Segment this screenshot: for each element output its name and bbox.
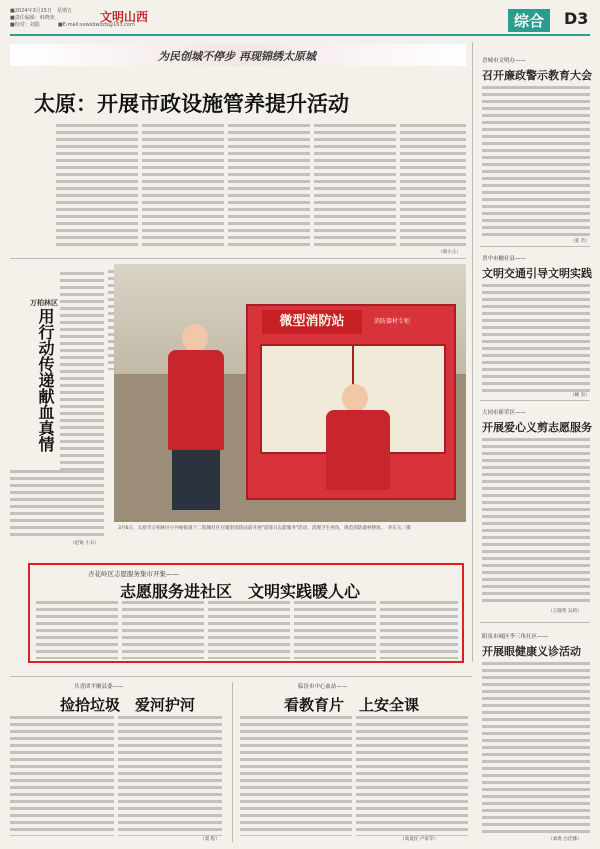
bottom-1-title: 捡拾垃圾 爱河护河 <box>60 696 196 714</box>
right-4-kicker: 阳泉市城区李三角社区—— <box>482 634 549 640</box>
feature-article <box>28 563 464 663</box>
right-1-kicker: 晋城市文明办—— <box>482 58 527 64</box>
section-divider <box>10 258 466 259</box>
right-divider-3 <box>480 622 590 623</box>
feature-col-1 <box>36 601 118 659</box>
bottom-2-byline: （高爱民 卢家苹） <box>400 837 439 842</box>
contact-email: ■E-mail:sxwsbwzzb@163.com <box>58 22 135 28</box>
bottom-divider <box>10 676 472 677</box>
right-col-rule <box>472 42 473 662</box>
bottom-1-col-1 <box>10 716 114 836</box>
right-1-body <box>482 86 590 236</box>
volunteer-1 <box>168 350 224 450</box>
lead-col-3 <box>228 124 310 250</box>
right-divider-1 <box>480 246 590 247</box>
wanbailin-text-2 <box>10 470 104 536</box>
issue-date: ■2024年3月15日 星期五 <box>10 8 72 14</box>
lead-col-2 <box>142 124 224 250</box>
right-3-byline: （王晓英 吴莉） <box>548 609 582 614</box>
right-2-kicker: 晋中市榆社县—— <box>482 256 527 262</box>
feature-col-3 <box>208 601 290 659</box>
bottom-col-rule <box>232 682 233 842</box>
right-1-byline: （张 若） <box>570 239 590 244</box>
header-rule <box>10 34 590 36</box>
volunteer-head-1 <box>182 324 208 352</box>
news-photo <box>114 264 466 522</box>
wanbailin-title: 用行动传递献血真情 <box>36 308 55 452</box>
volunteer-2 <box>326 410 390 490</box>
editor-credit: ■责任编辑：韩晓欢 <box>10 15 55 21</box>
feature-col-5 <box>380 601 458 659</box>
cabinet-sign-2: 消防器材专柜 <box>374 318 411 325</box>
feature-kicker: 杏花岭区志愿服务集市开集—— <box>88 570 179 578</box>
lead-col-4 <box>314 124 396 250</box>
lead-col-5 <box>400 124 466 250</box>
bottom-1-byline: （窦 程） <box>200 837 220 842</box>
right-1-title: 召开廉政警示教育大会 <box>482 69 592 82</box>
feature-headline: 志愿服务进社区 文明实践暖人心 <box>120 582 361 601</box>
feature-col-2 <box>122 601 204 659</box>
right-4-title: 开展眼健康义诊活动 <box>482 645 581 658</box>
right-3-title: 开展爱心义剪志愿服务 <box>482 421 592 434</box>
right-2-byline: （姚 崇） <box>570 393 590 398</box>
volunteer-head-2 <box>342 384 368 412</box>
right-2-body <box>482 284 590 392</box>
right-4-byline: （刘禹 白佳娜） <box>548 837 582 842</box>
bottom-2-col-2 <box>356 716 468 836</box>
bottom-2-kicker: 临汾市中心血站—— <box>298 684 348 690</box>
right-3-body <box>482 438 590 606</box>
bottom-2-col-1 <box>240 716 352 836</box>
paper-logo: 文明山西 <box>100 10 149 24</box>
lead-headline: 太原：开展市政设施管养提升活动 <box>34 91 349 116</box>
lead-byline: （梁小玉） <box>438 250 461 255</box>
photo-caption: 3月6日，太原市万柏林区小井峪街道十二院城社区在微型消防站前开展"雷锋日志愿服务"活动，清理卫生死角，规范消防器材摆放。 李东玉／摄 <box>118 526 411 531</box>
cabinet-sign: 微型消防站 <box>262 310 362 334</box>
wanbailin-kicker: 万柏林区 <box>30 299 58 307</box>
bottom-1-kicker: 共青团平顺县委—— <box>74 684 124 690</box>
right-2-title: 文明交通引导文明实践 <box>482 267 592 280</box>
page-number: D3 <box>564 9 589 28</box>
banner-slogan: 为民创城不停步 再现锦绣太原城 <box>158 50 316 63</box>
right-4-body <box>482 662 590 834</box>
bottom-1-col-2 <box>118 716 222 836</box>
right-3-kicker: 大同市新荣区—— <box>482 410 527 416</box>
feature-col-4 <box>294 601 376 659</box>
wanbailin-byline: （赵锐 小石） <box>70 541 100 546</box>
section-label: 综合 <box>508 9 550 32</box>
wanbailin-text-1 <box>60 272 104 470</box>
bottom-2-title: 看教育片 上安全课 <box>284 696 420 714</box>
proofreader-credit: ■校对：刘聪 <box>10 22 40 28</box>
right-divider-2 <box>480 400 590 401</box>
lead-col-1 <box>56 124 138 250</box>
volunteer-1-legs <box>172 450 220 510</box>
